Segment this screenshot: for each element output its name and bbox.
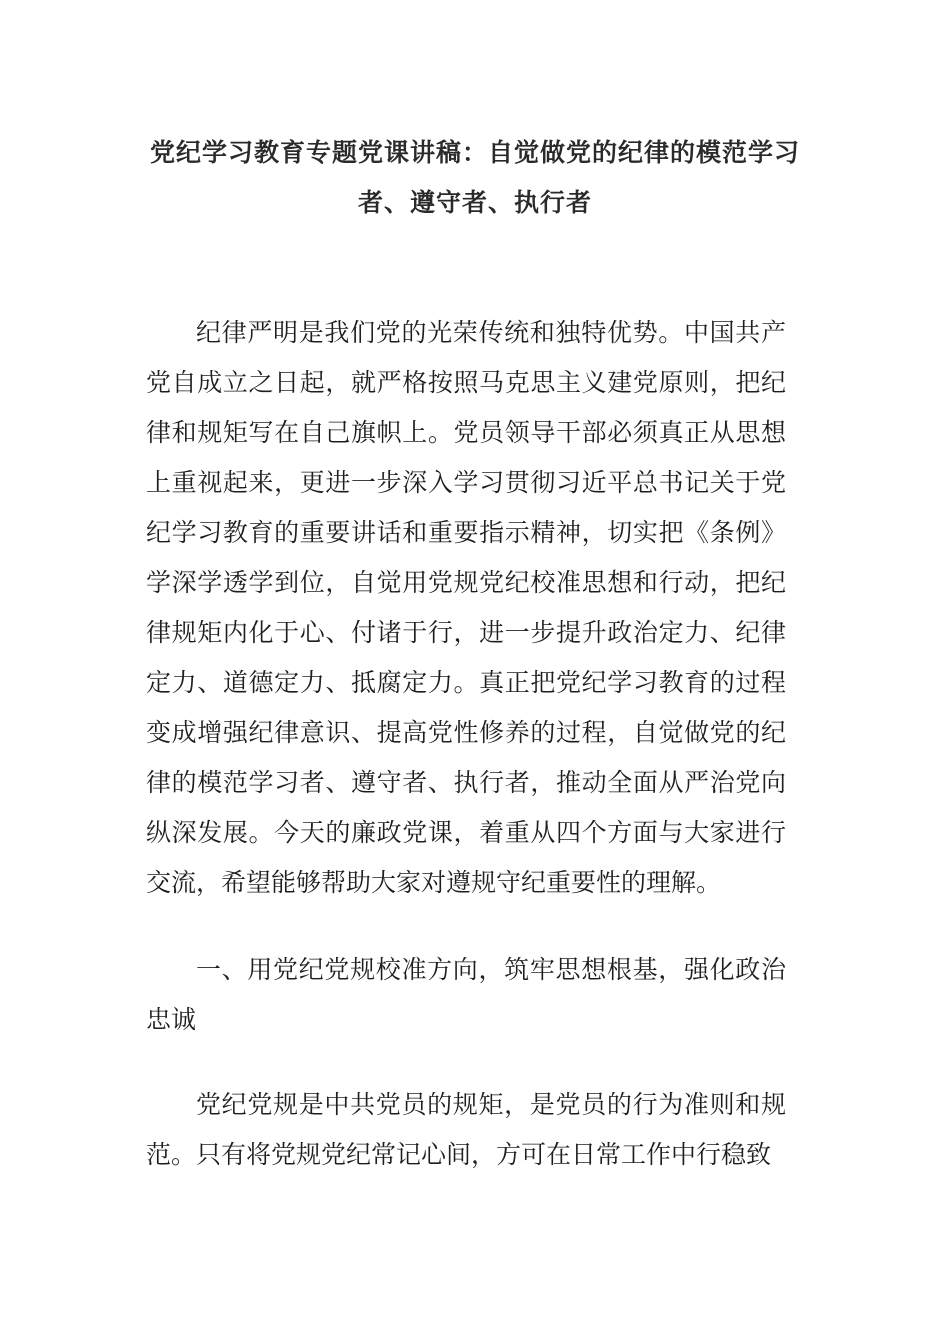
body-paragraph: 纪律严明是我们党的光荣传统和独特优势。中国共产党自成立之日起，就严格按照马克思主义建党原则，把纪律和规矩写在自己旗帜上。党员领导干部必须真正从思想上重视起来，更进一步深入学习贯彻习近平总书记关于党纪学习教育的重要讲话和重要指示精神，切实把《条例》学深学透学到位，自觉用党规党纪校准思想和行动，把纪律规矩内化于心、付诸于行，进一步提升政治定力、纪律定力、道德定力、抵腐定力。真正把党纪学习教育的过程变成增强纪律意识、提高党性修养的过程，自觉做党的纪律的模范学习者、遵守者、执行者，推动全面从严治党向纵深发展。今天的廉政党课，着重从四个方面与大家进行交流，希望能够帮助大家对遵规守纪重要性的理解。 <box>146 318 786 897</box>
document-title: 党纪学习教育专题党课讲稿：自觉做党的纪律的模范学习者、遵守者、执行者 <box>149 138 800 217</box>
section-heading: 一、用党纪党规校准方向，筑牢思想根基，强化政治忠诚 <box>146 955 786 1034</box>
body-paragraph: 党纪党规是中共党员的规矩，是党员的行为准则和规范。只有将党规党纪常记心间，方可在日常工作中行稳致 <box>146 1090 786 1169</box>
